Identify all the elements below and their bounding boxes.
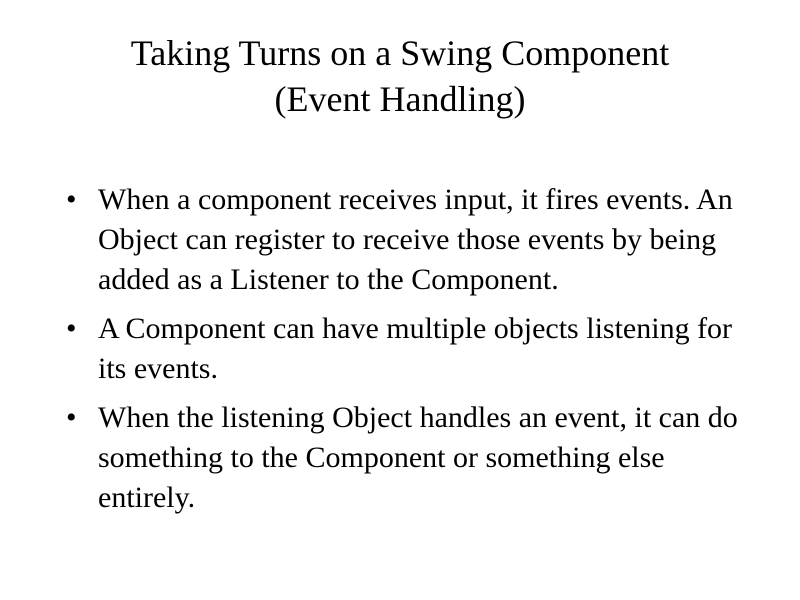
- bullet-text: When the listening Object handles an event, it can do something to the Component or something else entirely.: [98, 401, 738, 514]
- slide-title-line-2: (Event Handling): [274, 79, 526, 119]
- bullet-item: [60, 398, 750, 518]
- bullet-icon: •: [66, 312, 77, 345]
- bullet-icon: •: [66, 183, 77, 216]
- bullet-list: [60, 180, 750, 527]
- bullet-item: [60, 309, 750, 389]
- slide-title: [40, 30, 760, 122]
- bullet-text: A Component can have multiple objects listening for its events.: [98, 312, 733, 385]
- slide-title-line-1: Taking Turns on a Swing Component: [130, 33, 670, 73]
- bullet-text: When a component receives input, it fires events. An Object can register to receive those events by being added as a Listener to the Component.: [98, 183, 733, 296]
- bullet-icon: •: [66, 401, 77, 434]
- bullet-item: [60, 180, 750, 300]
